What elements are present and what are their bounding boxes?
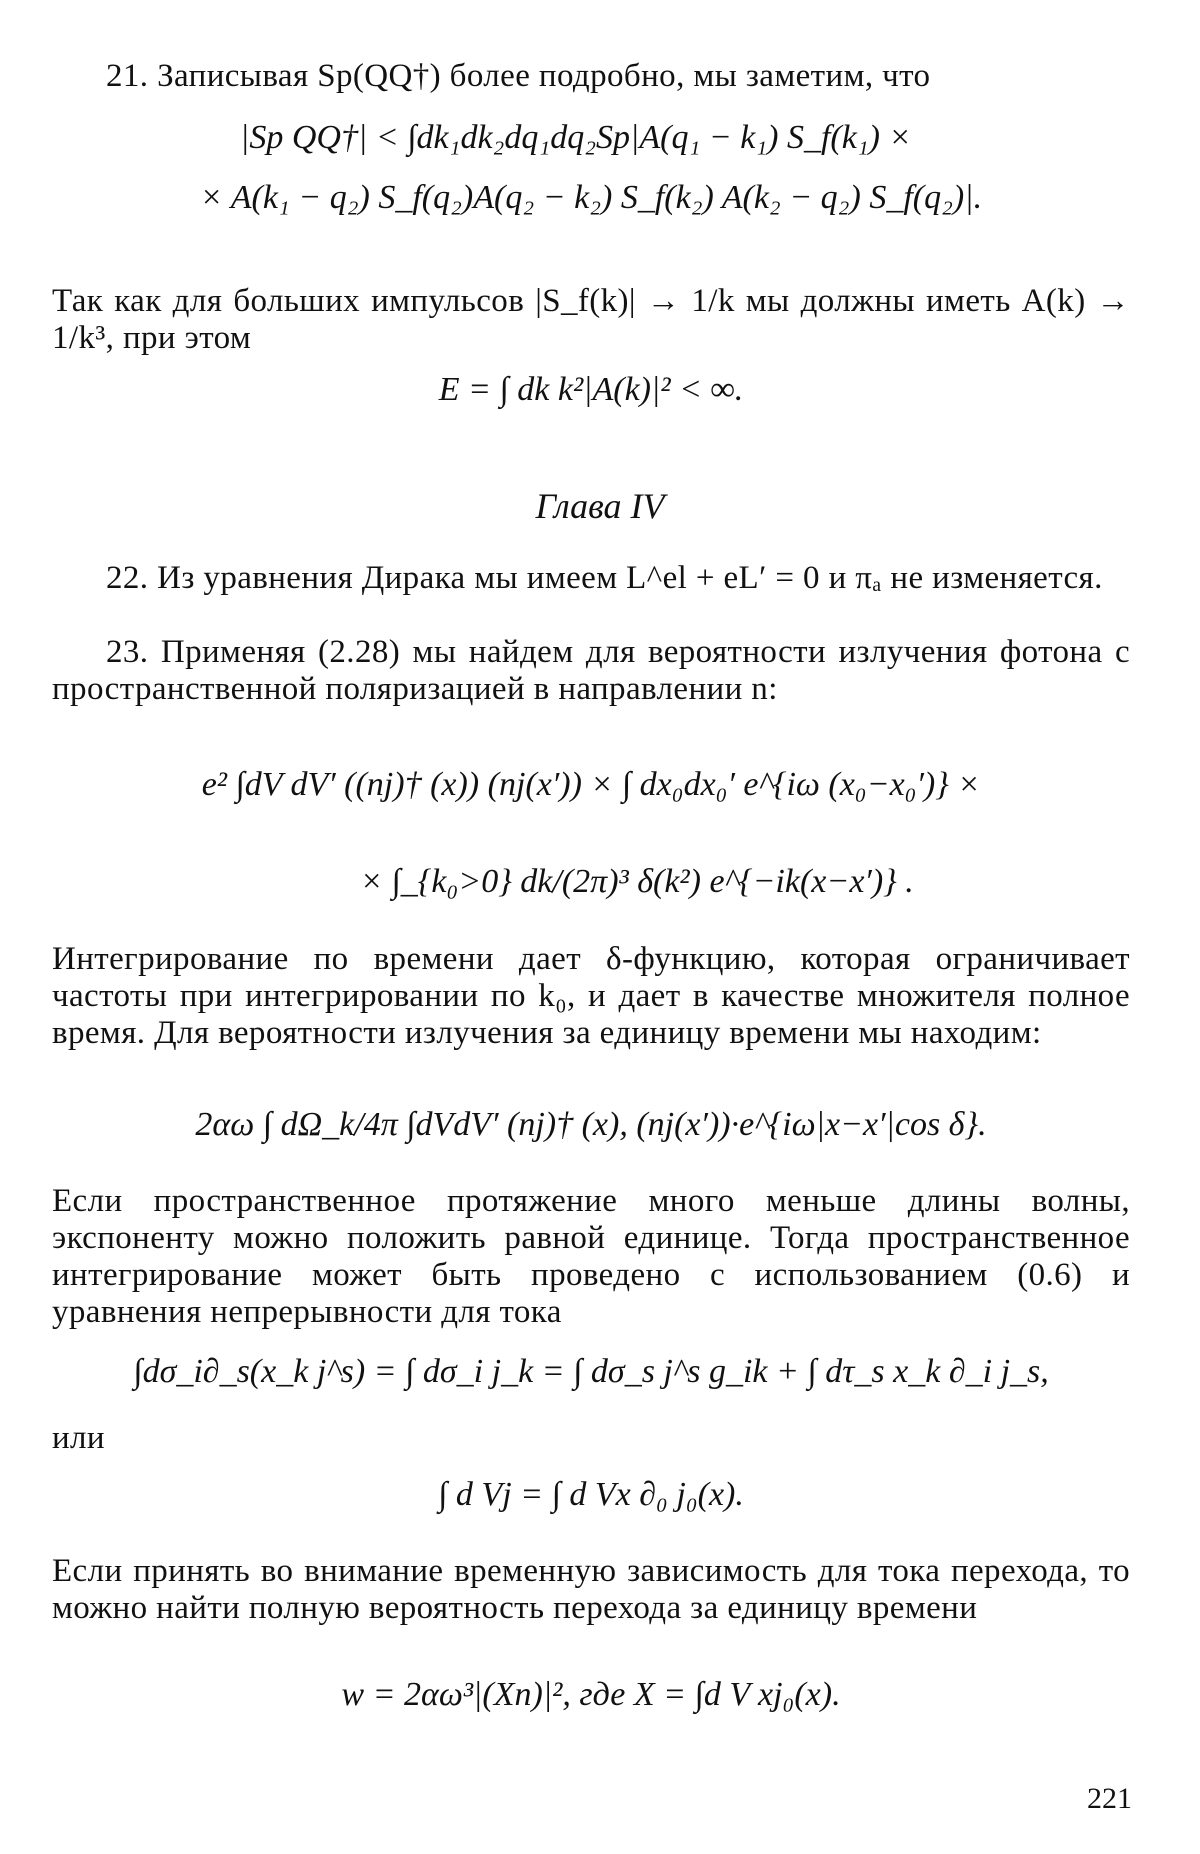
- problem-23-long-wave: Если пространственное протяжение много меньше длины волны, экспоненту можно положить равной единице. Тогда пространственное интегрирование может быть проведено с использованием (0.6) и уравнения непрерывности для тока: [52, 1183, 1130, 1330]
- page-number: 221: [1087, 1782, 1132, 1815]
- problem-23: 23. Применяя (2.28) мы найдем для вероятности излучения фотона с пространственной поляризацией в направлении n:: [52, 634, 1130, 707]
- problem-22: 22. Из уравнения Дирака мы имеем L^el + eL′ = 0 и πₐ не изменяется.: [106, 560, 1103, 596]
- formula-23-line-2: × ∫_{k₀>0} dk/(2π)³ δ(k²) e^{−ik(x−x′)} .: [360, 863, 914, 900]
- formula-23-line-1: e² ∫dV dV′ ((nj)† (x)) (nj(x′)) × ∫ dx₀dx₀′ e^{iω (x₀−x₀′)} ×: [201, 766, 981, 803]
- problem-21-text: Так как для больших импульсов |S_f(k)| → 1/k мы должны иметь A(k) → 1/k³, при этом: [52, 283, 1130, 356]
- formula-21-line-2: × A(k₁ − q₂) S_f(q₂)A(q₂ − k₂) S_f(k₂) A(k₂ − q₂) S_f(q₂)|.: [199, 179, 983, 216]
- formula-23-w: w = 2αω³|(Xn)|², где X = ∫d V xj₀(x).: [341, 1676, 841, 1713]
- formula-23-vj: ∫ d Vj = ∫ d Vx ∂₀ j₀(x).: [438, 1476, 744, 1513]
- formula-21-line-1: |Sp QQ†| < ∫dk₁dk₂dq₁dq₂Sp|A(q₁ − k₁) S_f(k₁) ×: [240, 119, 912, 156]
- problem-23-continued: Интегрирование по времени дает δ-функцию, которая ограничивает частоты при интегрировании по k₀, и дает в качестве множителя полное время. Для вероятности излучения за единицу времени мы находим:: [52, 941, 1130, 1051]
- formula-23-rate: 2αω ∫ dΩ_k/4π ∫dVdV′ (nj)† (x), (nj(x′))·e^{iω|x−x′|cos δ}.: [195, 1106, 987, 1143]
- problem-21-intro: 21. Записывая Sp(QQ†) более подробно, мы заметим, что: [106, 58, 931, 94]
- formula-21-energy: E = ∫ dk k²|A(k)|² < ∞.: [438, 371, 744, 408]
- chapter-heading: Глава IV: [535, 486, 665, 526]
- problem-23-final: Если принять во внимание временную зависимость для тока перехода, то можно найти полную вероятность перехода за единицу времени: [52, 1553, 1130, 1626]
- word-or: или: [52, 1420, 105, 1456]
- formula-23-continuity: ∫dσ_i∂_s(x_k j^s) = ∫ dσ_i j_k = ∫ dσ_s j^s g_ik + ∫ dτ_s x_k ∂_i j_s,: [133, 1353, 1049, 1390]
